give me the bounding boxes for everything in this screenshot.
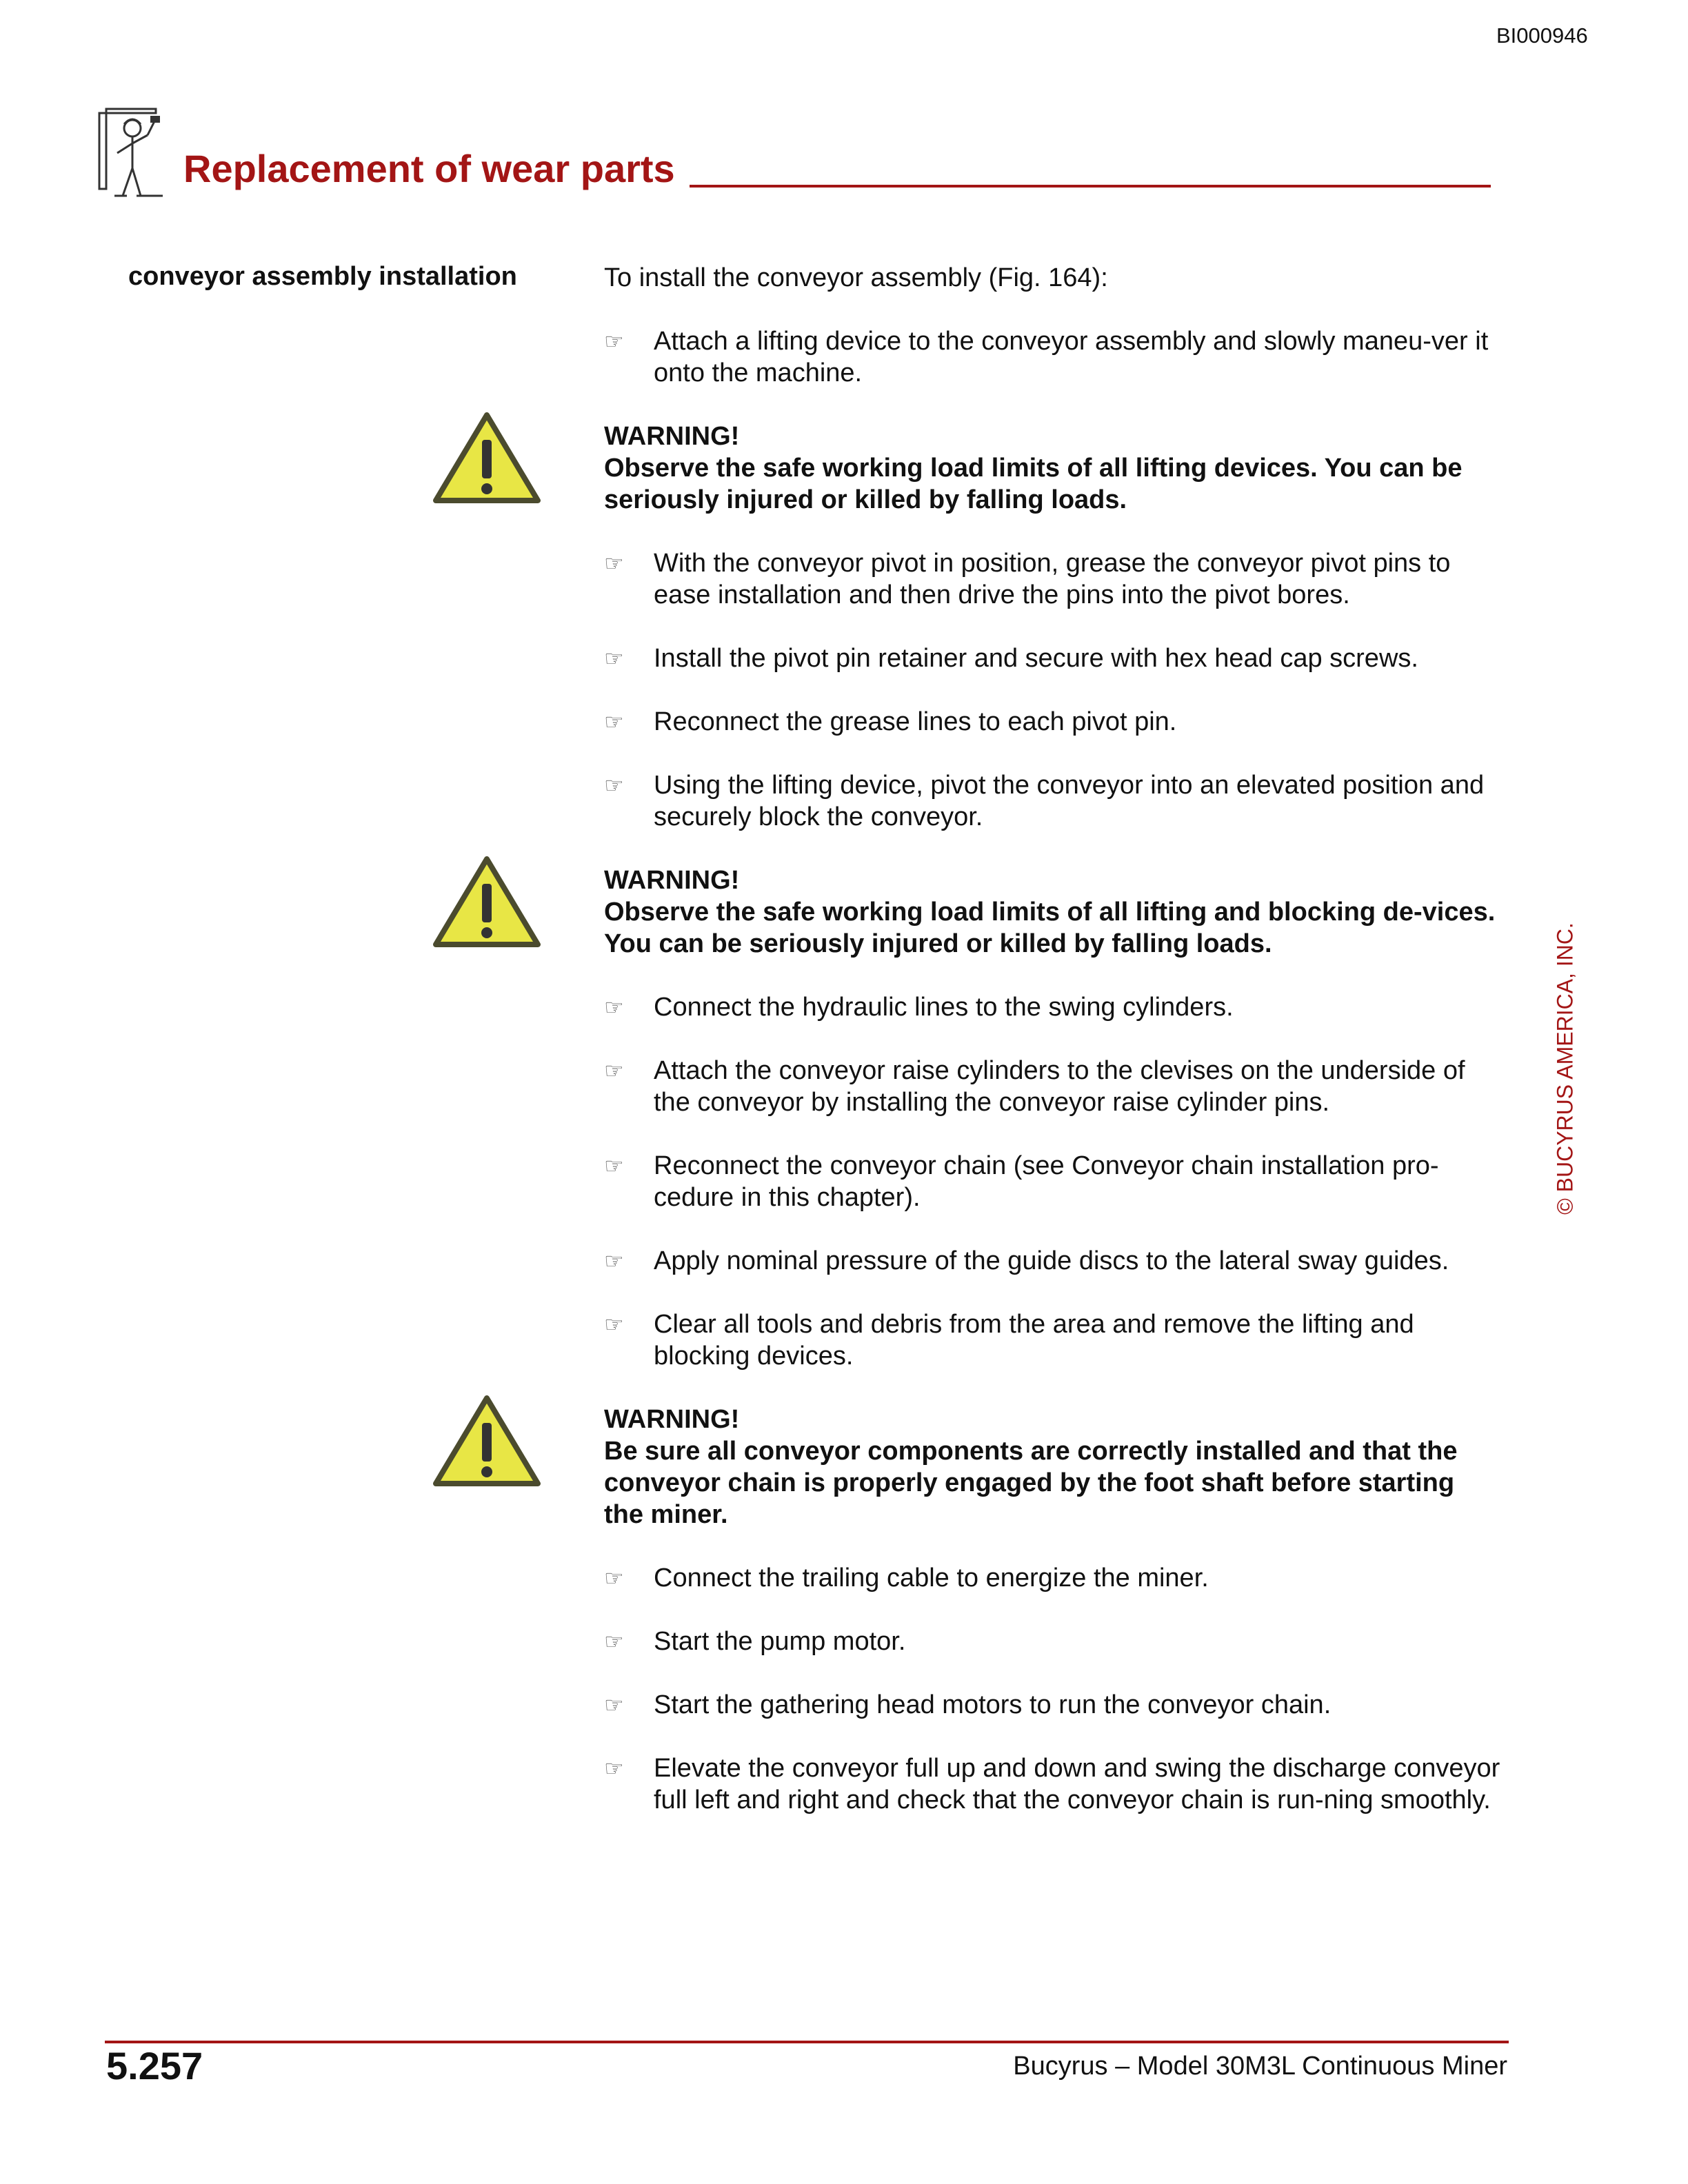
list-item [604,1626,1500,1657]
pointing-hand-icon: ☞ [604,995,624,1020]
pointing-hand-icon: ☞ [604,709,624,734]
pointing-hand-icon: ☞ [604,1058,624,1083]
section-label: conveyor assembly installation [128,262,517,291]
step-text: Reconnect the grease lines to each pivot pin. [654,707,1177,736]
step-text: Start the gathering head motors to run the conveyor chain. [654,1690,1332,1719]
warning-text: Observe the safe working load limits of all lifting and blocking de-vices. You can be seriously injured or killed by falling loads. [604,898,1496,958]
pointing-hand-icon: ☞ [604,1566,624,1590]
warning-title: WARNING! [604,866,740,895]
list-item [604,1308,1500,1372]
step-text: Install the pivot pin retainer and secure with hex head cap screws. [654,644,1418,673]
pointing-hand-icon: ☞ [604,1248,624,1273]
list-item [604,991,1500,1023]
step-text: Apply nominal pressure of the guide discs to the lateral sway guides. [654,1246,1449,1275]
list-item [604,769,1500,833]
list-item [604,547,1500,611]
pointing-hand-icon: ☞ [604,1756,624,1781]
list-item [604,643,1500,674]
pointing-hand-icon: ☞ [604,1692,624,1717]
step-text: Attach a lifting device to the conveyor assembly and slowly maneu-ver it onto the machine. [654,327,1489,387]
step-text: Clear all tools and debris from the area and remove the lifting and blocking devices. [654,1310,1414,1371]
footer-title: Bucyrus – Model 30M3L Continuous Miner [1013,2052,1507,2081]
document-id: BI000946 [1496,23,1588,48]
step-text: Attach the conveyor raise cylinders to the clevises on the underside of the conveyor by installing the conveyor raise cylinder pins. [654,1056,1465,1117]
list-item [604,1752,1500,1816]
warning-title: WARNING! [604,1405,740,1434]
step-text: Reconnect the conveyor chain (see Conveyor chain installation pro-cedure in this chapter). [654,1151,1439,1212]
step-text: With the conveyor pivot in position, grease the conveyor pivot pins to ease installation and then drive the pins into the pivot bores. [654,549,1451,609]
list-item [604,1055,1500,1118]
step-text: Connect the hydraulic lines to the swing cylinders. [654,993,1234,1022]
warning-triangle-icon [432,1394,542,1489]
procedure-content [604,262,1500,1848]
list-item [604,1150,1500,1213]
page-number: 5.257 [106,2044,203,2087]
warning-text: Be sure all conveyor components are correctly installed and that the conveyor chain is properly engaged by the foot shaft before starting the miner. [604,1437,1458,1529]
step-text: Start the pump motor. [654,1627,906,1656]
pointing-hand-icon: ☞ [604,329,624,354]
step-text: Using the lifting device, pivot the conveyor into an elevated position and securely block the conveyor. [654,771,1485,831]
warning-title: WARNING! [604,422,740,451]
pointing-hand-icon: ☞ [604,646,624,671]
mechanic-with-tool-icon [97,105,165,201]
warning-triangle-icon [432,411,542,506]
warning-block [604,865,1500,960]
warning-block [604,421,1500,516]
pointing-hand-icon: ☞ [604,1312,624,1337]
warning-text: Observe the safe working load limits of all lifting devices. You can be seriously injured or killed by falling loads. [604,454,1463,514]
warning-triangle-icon [432,855,542,950]
list-item [604,1562,1500,1594]
warning-block [604,1404,1500,1530]
list-item [604,325,1500,389]
pointing-hand-icon: ☞ [604,551,624,576]
pointing-hand-icon: ☞ [604,1153,624,1178]
pointing-hand-icon: ☞ [604,773,624,798]
list-item [604,706,1500,738]
footer-rule [105,2041,1509,2043]
intro-text: To install the conveyor assembly (Fig. 164): [604,263,1108,292]
step-text: Connect the trailing cable to energize the miner. [654,1564,1209,1593]
step-text: Elevate the conveyor full up and down and swing the discharge conveyor full left and right and check that the conveyor chain is run-ning smoothly. [654,1754,1500,1814]
copyright-notice: © BUCYRUS AMERICA, INC. [1552,922,1578,1215]
list-item [604,1689,1500,1721]
page-title: Replacement of wear parts [183,147,675,190]
title-rule [690,185,1491,188]
list-item [604,1245,1500,1277]
pointing-hand-icon: ☞ [604,1629,624,1654]
